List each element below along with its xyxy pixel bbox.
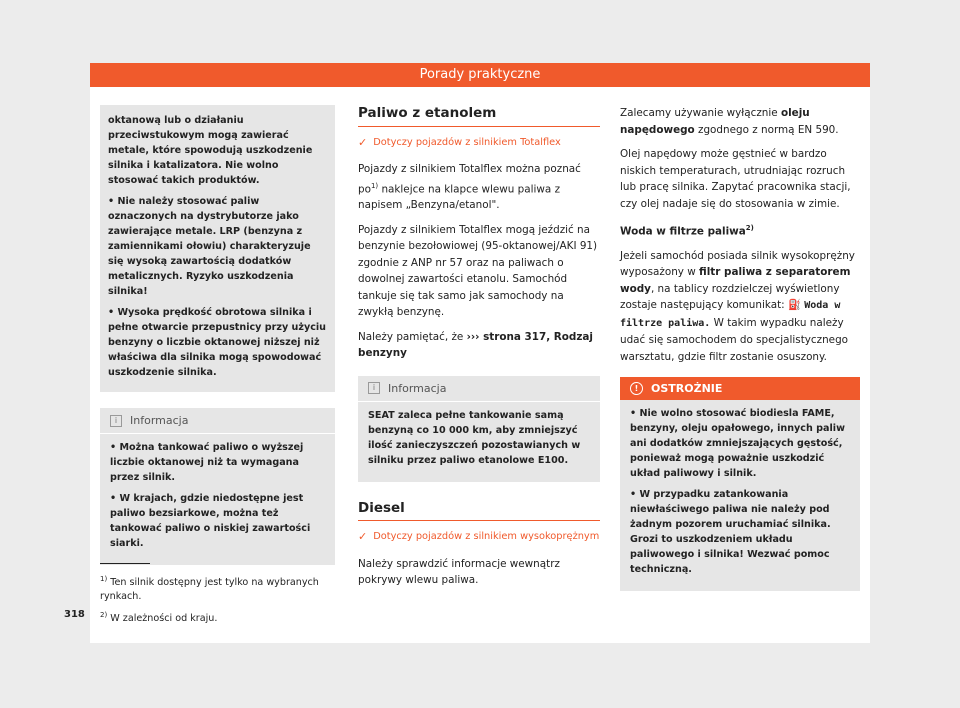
bold-text: oleju napędowego [620,107,810,136]
ethanol-paragraph-3 [358,329,600,362]
ethanol-paragraph-2: Pojazdy z silnikiem Totalflex mogą jeździć na benzynie bezołowiowej (95-oktanowej/AKI 91) zgodnie z ANP nr 57 oraz na paliwach o dowolnej zawartości etanolu. Samochód tankuje się tak samo jak samochody na zwykłą benzynę. [358,223,598,319]
section-title-diesel: Diesel [358,500,600,522]
info-icon: i [110,415,122,427]
warning-box [100,105,335,392]
footnote-ref[interactable]: 1) [370,181,379,190]
filter-paragraph [620,248,860,366]
info-title: Informacja [130,414,189,427]
display-message: Woda w filtrze paliwa. [620,300,841,329]
info-text: SEAT zaleca pełne tankowanie samą benzyną co 10 000 km, aby zmniejszyć ilość zanieczyszczeń pozostawianych w silniku przez paliwo etanolowe E100. [368,409,581,466]
caution-box [620,377,860,591]
footnote-divider [100,563,150,564]
manual-page [64,63,870,643]
text: naklejce na klapce wlewu paliwa z napisem „Benzyna/etanol". [358,182,561,212]
info-icon: i [368,382,380,394]
page-number: 318 [64,609,85,620]
info-item: • W krajach, gdzie niedostępne jest paliwo bezsiarkowe, można też tankować paliwo o niskiej zawartości siarki. [110,493,311,549]
filter-heading [620,220,860,240]
check-icon: ✓ [358,135,368,149]
warning-paragraph: • Wysoka prędkość obrotowa silnika i pełne otwarcie przepustnicy przy użyciu benzyny o liczbie oktanowej niższej niż właściwa dla silnika mogą spowodować uszkodzenie silnika. [108,307,327,378]
page-header: Porady praktyczne [90,63,870,87]
caution-item: • Nie wolno stosować biodiesla FAME, benzyny, oleju opałowego, innych paliw ani dodatków zmniejszających gęstość, ponieważ mogą poważnie uszkodzić układ paliwowy i silnik. [630,408,845,480]
footnote-ref[interactable]: 2) [745,224,754,232]
info-title: Informacja [388,381,447,395]
caution-item: • W przypadku zatankowania niewłaściwego paliwa nie należy pod żadnym pozorem uruchamiać silnika. Grozi to uszkodzeniem układu paliwowego i silnika! Wezwać pomoc techniczną. [630,489,831,576]
warning-paragraph: oktanową lub o działaniu przeciwstukowym mogą zawierać metale, które spowodują uszkodzenie silnika i katalizatora. Nie wolno stosować takich produktów. [108,115,313,186]
footnote-num: 1) [100,575,108,583]
column-1 [100,105,335,565]
applies-text: Dotyczy pojazdów z silnikiem wysokoprężnym [373,531,600,543]
section-title-ethanol: Paliwo z etanolem [358,105,600,127]
heading-text: Woda w filtrze paliwa [620,225,746,238]
check-icon: ✓ [358,530,368,544]
info-item: • Można tankować paliwo o wyższej liczbie oktanowej niż ta wymagana przez silnik. [110,442,304,483]
column-2 [358,105,600,597]
footnotes [100,563,335,626]
caution-title: OSTROŻNIE [651,382,723,396]
footnote-text: W zależności od kraju. [110,613,218,625]
caution-icon: ! [630,382,643,395]
bold-text: filtr paliwa z separatorem wody [620,266,851,295]
applies-to [358,529,600,546]
info-header [358,376,600,402]
info-box [100,408,335,565]
footnote-num: 2) [100,611,108,620]
ethanol-paragraph-1 [358,161,600,214]
diesel-paragraph: Należy sprawdzić informacje wewnątrz pokrywy wlewu paliwa. [358,557,560,587]
text: W takim wypadku należy udać się samochodem do specjalistycznego warsztatu, gdzie filtr zostanie osuszony. [620,316,849,363]
text: Pojazdy z silnikiem Totalflex można poznać po [358,163,581,195]
footnote [100,572,335,604]
applies-to [358,135,600,152]
diesel-oil-paragraph [620,105,860,138]
text: , na tablicy rozdzielczej wyświetlony zostaje następujący komunikat: [620,282,840,312]
footnote-text: Ten silnik dostępny jest tylko na wybranych rynkach. [100,577,319,603]
winter-paragraph: Olej napędowy może gęstnieć w bardzo niskich temperaturach, utrudniając rozruch lub pracę silnika. Zapytać pracownika stacji, czy olej nadaje się do stosowania w zimie. [620,148,851,210]
column-3 [620,105,860,591]
warning-paragraph: • Nie należy stosować paliw oznaczonych na dystrybutorze jako zawierające metale. LRP (benzyna z zamiennikami ołowiu) charakteryzuje się wysoką zawartością dodatków metalicznych. Ryzyko uszkodzenia silnika! [108,196,311,297]
footnote [100,608,335,626]
applies-text: Dotyczy pojazdów z silnikiem Totalflex [373,136,561,148]
info-box [358,376,600,482]
text: Zalecamy używanie wyłącznie [620,107,781,119]
text: zgodnego z normą EN 590. [694,123,839,136]
caution-header [620,377,860,400]
fuel-warning-icon: ⛽ [787,299,801,312]
page-link[interactable]: ››› strona 317, Rodzaj benzyny [358,330,593,360]
text: Jeżeli samochód posiada silnik wysokoprężny wyposażony w [620,249,855,279]
text: Należy pamiętać, że [358,330,467,343]
info-header [100,408,335,434]
